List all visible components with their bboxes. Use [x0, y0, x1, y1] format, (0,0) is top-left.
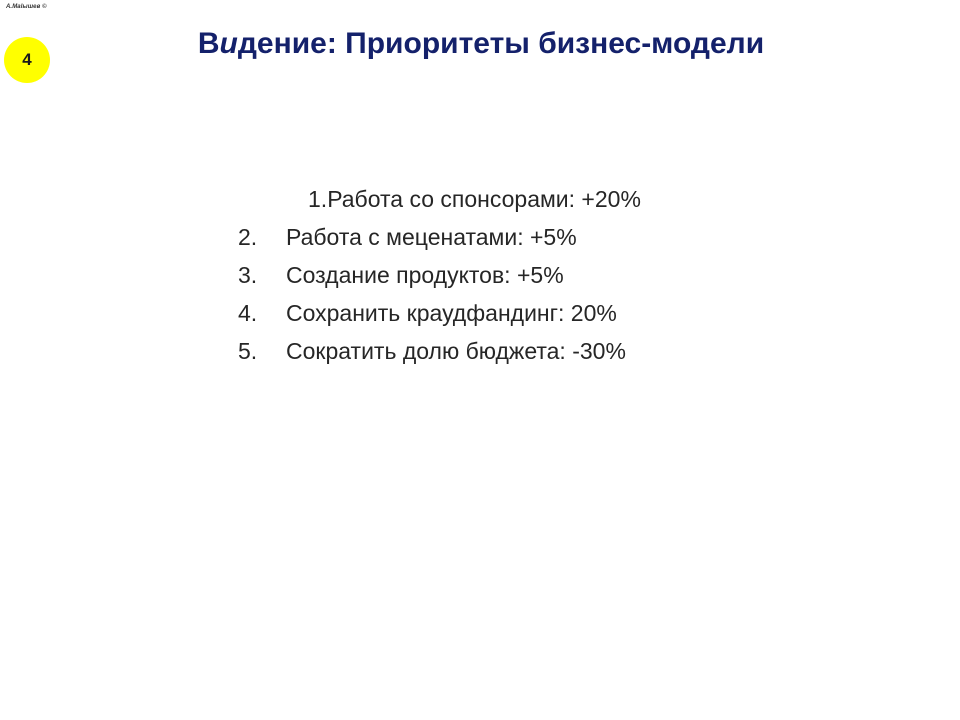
list-item — [238, 259, 798, 297]
list-item — [238, 297, 798, 335]
list-item — [238, 221, 798, 259]
list-item-text: Сохранить краудфандинг: 20% — [286, 300, 617, 326]
list-item — [238, 335, 798, 373]
list-item-number: 5. — [238, 338, 258, 364]
list-item-number: 2. — [238, 224, 258, 250]
title-rest: дение: Приоритеты бизнес-модели — [237, 27, 765, 60]
list-item-number: 4. — [238, 300, 258, 326]
title-italic-letter: и — [219, 27, 238, 60]
title-prefix: В — [197, 27, 220, 60]
list-item-text: Сократить долю бюджета: -30% — [286, 338, 626, 364]
copyright-note: A.Malышев © — [6, 4, 47, 10]
list-item-text: Работа со спонсорами: +20% — [327, 186, 641, 212]
slide-number: 4 — [22, 50, 32, 69]
list-item-text: Создание продуктов: +5% — [286, 262, 564, 288]
list-item-number: 3. — [238, 262, 258, 288]
priorities-list — [238, 183, 798, 373]
list-item-text: Работа с меценатами: +5% — [286, 224, 577, 250]
list-item-number: 1. — [308, 186, 328, 212]
slide-title — [0, 27, 960, 61]
list-item — [238, 183, 798, 221]
